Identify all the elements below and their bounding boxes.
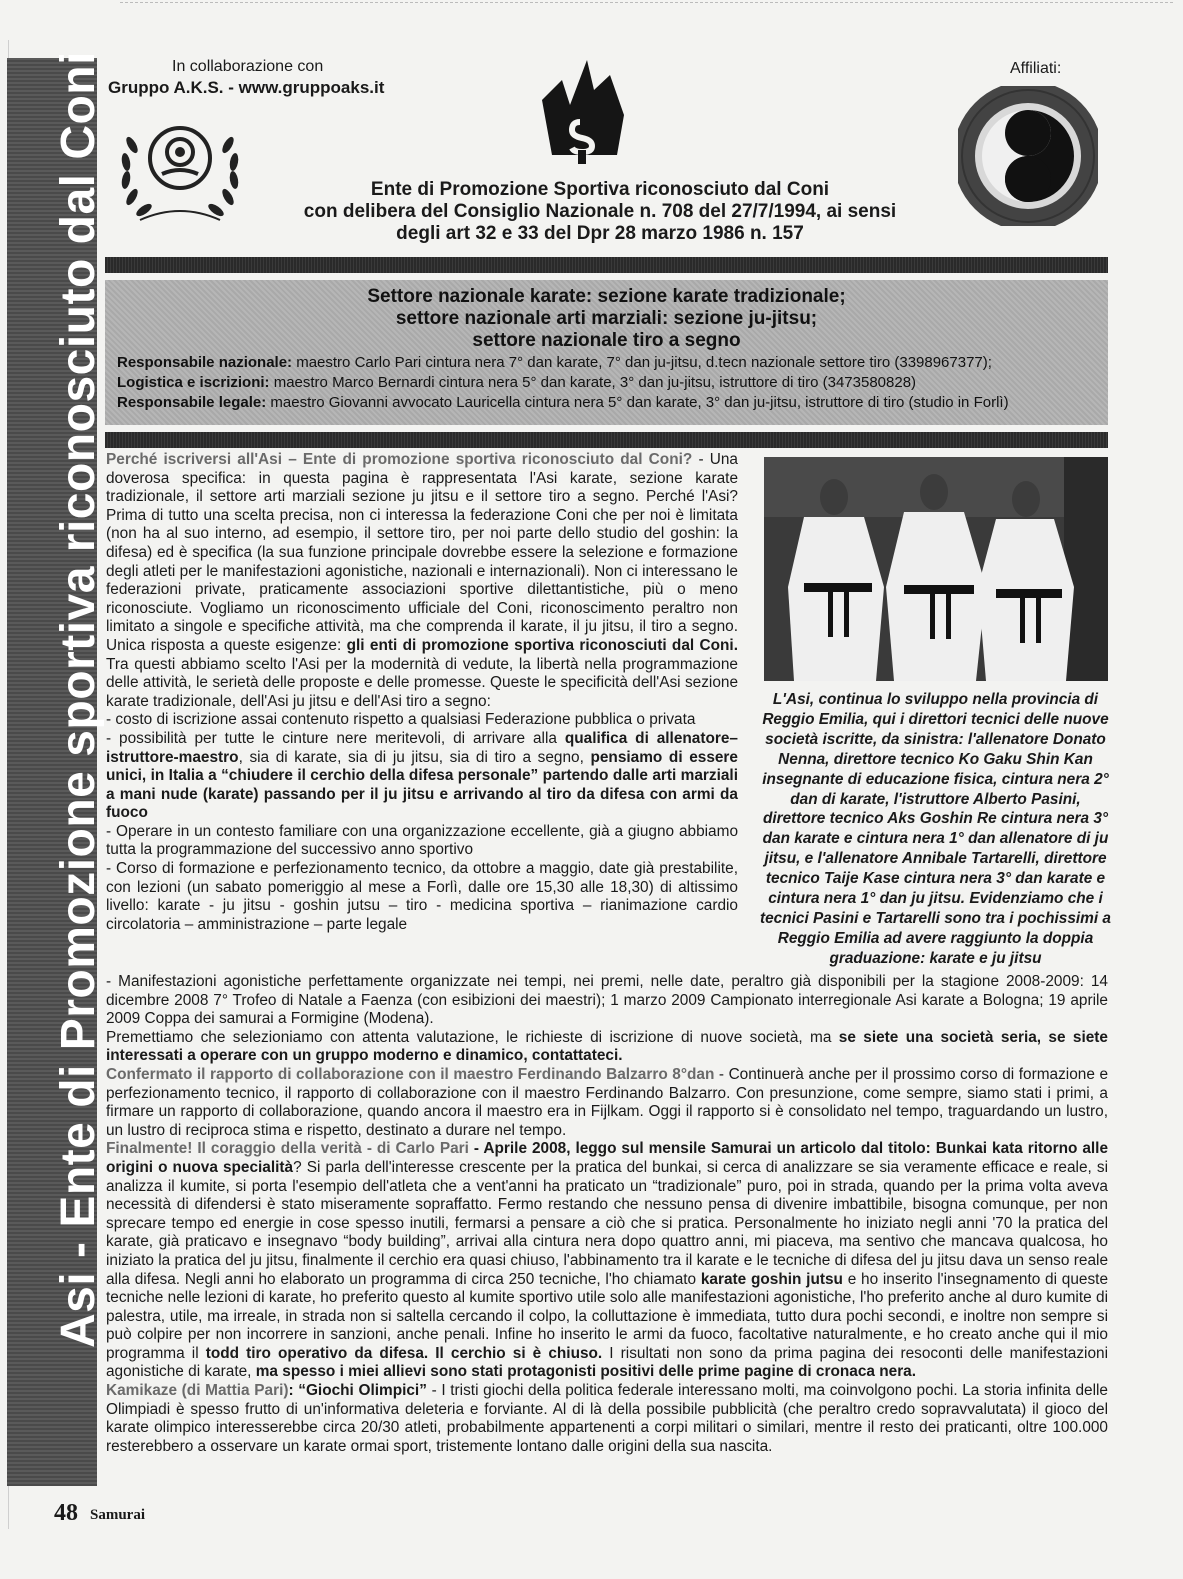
alpe-adria-karate-logo (958, 86, 1098, 226)
paragraph-heading: Kamikaze (di Mattia Pari) (106, 1382, 289, 1400)
divider-bar (105, 432, 1108, 448)
bullet-bold: pensiamo di essere unici, in Italia a “chiudere il cerchio della difesa personale” partendo dalle arti marziali a mani nude (karate) passando per il ju jitsu e arrivando al tiro da difesa con armi da fuoco (106, 748, 738, 822)
bullet-text: , sia di karate, sia di ju jitsu, sia di tiro a segno, (238, 748, 591, 766)
paragraph-text: - I tristi giochi della politica federale interessano molti, ma coinvolgono pochi. La storia infinita delle Olimpiadi è spesso frutto di un'informativa deleteria e forviante. Al di là della possibile pubblicità (che peraltro credo sopravvalutata) il gioco del karate olimpico interesserebbe circa 20/30 atleti, probabilmente appartenenti a corpi militari o similari, mentre il resto dei praticanti, oltre 100.000 resterebbero a osservare un karate ormai sport, tristemente lontano dalle origini della sua nascita. (106, 1382, 1108, 1455)
laurel-wreath-icon (110, 102, 250, 232)
paragraph-text: I risultati non sono da prima pagina dei resoconti delle manifestazioni agonistiche di karate, (106, 1344, 1108, 1381)
asi-logo (532, 50, 632, 170)
ente-line-1: Ente di Promozione Sportiva riconosciuto dal Coni (370, 179, 830, 200)
resp-text: maestro Marco Bernardi cintura nera 5° dan karate, 3° dan ju-jitsu, istruttore di tiro (3473580828) (269, 374, 917, 391)
paragraph-bold: ma spesso i miei allievi sono stati protagonisti positivi delle prime pagine di cronaca nera. (255, 1363, 917, 1381)
bullet-item: - Manifestazioni agonistiche perfettamente organizzate nei tempi, nei premi, nelle date, peraltro già disponibili per la stagione 2008-2009: 14 dicembre 2008 7° Trofeo di Natale a Faenza (con esibizioni dei maestri); 1 marzo 2009 Campionato interregionale Asi karate a Bologna; 19 aprile 2009 Coppa dei samurai a Formigine (Modena). (106, 973, 1108, 1028)
side-banner (7, 51, 105, 1486)
affiliati-label: Affiliati: (1010, 60, 1062, 77)
ente-line-3: degli art 32 e 33 del Dpr 28 marzo 1986 n. 157 (396, 223, 804, 244)
resp-label: Logistica e iscrizioni: (117, 374, 270, 391)
responsabile-nazionale (117, 354, 992, 372)
paragraph (106, 1140, 1108, 1382)
top-edge-line (120, 2, 1173, 3)
bullet-item: - Operare in un contesto familiare con una organizzazione eccellente, già a giugno abbiamo tutta la programmazione del successivo anno sportivo (106, 822, 738, 859)
settore-title (105, 286, 1108, 352)
resp-text: maestro Carlo Pari cintura nera 7° dan karate, 7° dan ju-jitsu, d.tecn nazionale settore tiro (3398967377); (292, 354, 992, 371)
paragraph-bold: gli enti di promozione sportiva riconosciuti dal Coni. (346, 636, 738, 654)
flame-s-icon (532, 50, 632, 170)
dojo-photo (764, 457, 1108, 681)
bullet-bold: qualifica di allenatore–istruttore-maestro (106, 729, 738, 766)
bullet-item: - Corso di formazione e perfezionamento tecnico, da ottobre a maggio, date già prestabilite, con lezioni (un sabato pomeriggio al mese a Forlì, dalle ore 15,30 alle 18,30) di altissimo livello: karate - ju jitsu - goshin jutsu – tiro - medicina sportiva – rianimazione cardio circolatoria – amministrazione – parte legale (106, 860, 738, 933)
article-left-column (106, 451, 738, 934)
bullet-item (106, 730, 738, 823)
paragraph-text: e ho inserito l'insegnamento di queste tecniche nelle lezioni di karate, ho preferito questo al kumite sportivo utile solo alle manifestazioni agonistiche, l'ho preferito anche al duro kumite di palestra, utile, ma irreale, in strada non si saltella cercando il colpo, la colluttazione è immediata, tutto dura pochi secondi, e inoltre non sempre si può colpire per non incorrere in sanzioni, anche penali. Infine ho inserito le armi da fuoco, facoltative naturalmente, e ho creato anche qui il mio programma il (106, 1270, 1109, 1362)
paragraph-text: Premettiamo che selezioniamo con attenta valutazione, le richieste di iscrizione di nuove società, ma (106, 1028, 839, 1046)
page-number: 48 (54, 1500, 78, 1526)
ente-line-2: con delibera del Consiglio Nazionale n. 708 del 27/7/1994, ai sensi (303, 201, 897, 222)
paragraph-bold: - Aprile 2008, leggo sul mensile Samurai un articolo dal titolo: Bunkai kata ritorno alle origini o nuova specialità (106, 1140, 1108, 1176)
paragraph (106, 451, 738, 711)
settore-title-line-1: Settore nazionale karate: sezione karate tradizionale; (367, 286, 846, 307)
paragraph (106, 1066, 1108, 1140)
collab-label: In collaborazione con (172, 58, 324, 75)
resp-label: Responsabile nazionale: (117, 354, 293, 371)
paragraph-text: Tra questi abbiamo scelto l'Asi per la modernità di vedute, la libertà nella programmazione delle attività, le serietà delle proposte e delle promesse. Queste le specificità dell'Asi sezione karate tradizionale, dell'Asi ju jitsu e dell'Asi tiro a segno: (106, 655, 738, 710)
paragraph-heading: Finalmente! Il coraggio della verità - di Carlo Pari (106, 1140, 469, 1158)
paragraph-bold: karate goshin jutsu (700, 1270, 843, 1288)
group-link-text: Gruppo A.K.S. - www.gruppoaks.it (108, 78, 385, 97)
paragraph (106, 1382, 1108, 1456)
paragraph-bold: se siete una società seria, se siete interessati a operare con un gruppo moderno e dinamico, contattateci. (106, 1028, 1108, 1065)
side-banner-text: Asi - Ente di Promozione sportiva riconosciuto dal Coni (52, 51, 105, 1348)
paragraph-text: ? Si parla dell'interesse crescente per la pratica del bunkai, si cerca di analizzare se sia veramente efficace e reale, si analizza il kumite, si porta l'esempio dell'atleta che a vent'anni ha praticato un “tradizionale” puro, poi in strada, quando per la prima volta aveva necessità di difendersi è stato miseramente sopraffatto. Fermo restando che nessuno pensa di divenire imbattibile, bisogna comunque, per non sprecare tempo ed energie in cose spesso inutili, fermarsi a pensare a ciò che si pratica. Personalmente ho iniziato negli anni '70 la pratica del karate, già praticavo e insegnavo “body building”, arrivai alla cintura nera dopo quattro anni, mi piaceva, ma sentivo che mancava qualcosa, ho iniziato la pratica del ju jitsu, finalmente il cerchio era quasi chiuso, l'abbinamento tra il karate e le tecniche di difesa del ju jitsu dava un senso reale alla difesa. Negli anni ho elaborato un programma di circa 250 tecniche, l'ho chiamato (106, 1158, 1108, 1288)
aks-logo (110, 102, 250, 232)
paragraph-heading: Confermato il rapporto di collaborazione con il maestro Ferdinando Balzarro 8°dan (106, 1065, 715, 1083)
settore-box (105, 280, 1108, 425)
resp-label: Responsabile legale: (117, 394, 267, 411)
bullet-text: - possibilità per tutte le cinture nere meritevoli, di arrivare alla (106, 729, 565, 747)
paragraph-text: - Continuerà anche per il prossimo corso di formazione e perfezionamento tecnico, il rapporto di collaborazione con il maestro Ferdinando Balzarro. Con presunzione, come sempre, siamo stati i primi, a firmare un rapporto di collaborazione, quando ancora il maestro era in Fijlkam. Oggi il rapporto si è consolidato nel tempo, traguardando un lustro, un lustro di reciproca stima e rispetto, destinato a durare nel tempo. (106, 1065, 1108, 1139)
paragraph (106, 1029, 1108, 1066)
photo-caption: L'Asi, continua lo sviluppo nella provincia di Reggio Emilia, qui i direttori tecnici delle nuove società iscritte, da sinistra: l'allenatore Donato Nenna, direttore tecnico Ko Gaku Shin Kan insegnante di educazione fisica, cintura nera 2° dan di karate, l'istruttore Alberto Pasini, direttore tecnico Aks Goshin Re cintura nera 3° dan karate e cintura nera 1° dan allenatore di ju jitsu, e l'allenatore Annibale Tartarelli, direttore tecnico Taije Kase cintura nera 3° dan karate e cintura nera 1° dan ju jitsu. Evidenziamo che i tecnici Pasini e Tartarelli sono tra i pochissimi a Reggio Emilia ad avere raggiunto la doppia graduazione: karate e ju jitsu (760, 691, 1111, 967)
logistica-iscrizioni (117, 374, 916, 392)
paragraph-bold: todd tiro operativo da difesa. Il cerchio si è chiuso. (205, 1344, 603, 1362)
resp-text: maestro Giovanni avvocato Lauricella cintura nera 5° dan karate, 3° dan ju-jitsu, istruttore di tiro (studio in Forlì) (266, 394, 1009, 411)
ente-statement (280, 179, 920, 245)
magazine-name: Samurai (90, 1507, 146, 1523)
settore-title-line-2: settore nazionale arti marziali: sezione ju-jitsu; (395, 308, 818, 329)
yin-yang-seal-icon (958, 86, 1098, 226)
divider-bar (105, 257, 1108, 273)
bullet-item: - costo di iscrizione assai contenuto rispetto a qualsiasi Federazione pubblica o privata (106, 711, 696, 729)
settore-title-line-3: settore nazionale tiro a segno (472, 330, 741, 351)
paragraph-text: - Una doverosa specifica: in questa pagina è rappresentata l'Asi karate, sezione karate tradizionale, il settore arti marziali sezione ju jitsu e il settore tiro a segno. Perché l'Asi? Prima di tutto una scelta precisa, non ci interessa la federazione Coni che per noi è limitata (non ha al suo interno, ad esempio, il settore tiro, per noi parte dello studio del goshin: la difesa) ed è specifica (la sua funzione principale dovrebbe essere la selezione e formazione degli atleti per le manifestazioni agonistiche, nazionali e internazionali). Non ci interessano le federazioni private, praticamente associazioni sportive dilettantistiche, più o meno riconosciute. Vogliamo un riconoscimento ufficiale del Coni, riconoscimento peraltro non limitato a singole e specifiche attività, ma che comprenda il karate, il ju jitsu, il tiro a segno. Unica risposta a queste esigenze: (106, 451, 738, 654)
paragraph-bold: : “Giochi Olimpici” (288, 1382, 427, 1400)
article-full-width (106, 973, 1108, 1456)
responsabile-legale (117, 394, 1009, 412)
paragraph-heading: Perché iscriversi all'Asi – Ente di promozione sportiva riconosciuto dal Coni? (106, 451, 693, 468)
three-karateka-photo (764, 457, 1108, 681)
